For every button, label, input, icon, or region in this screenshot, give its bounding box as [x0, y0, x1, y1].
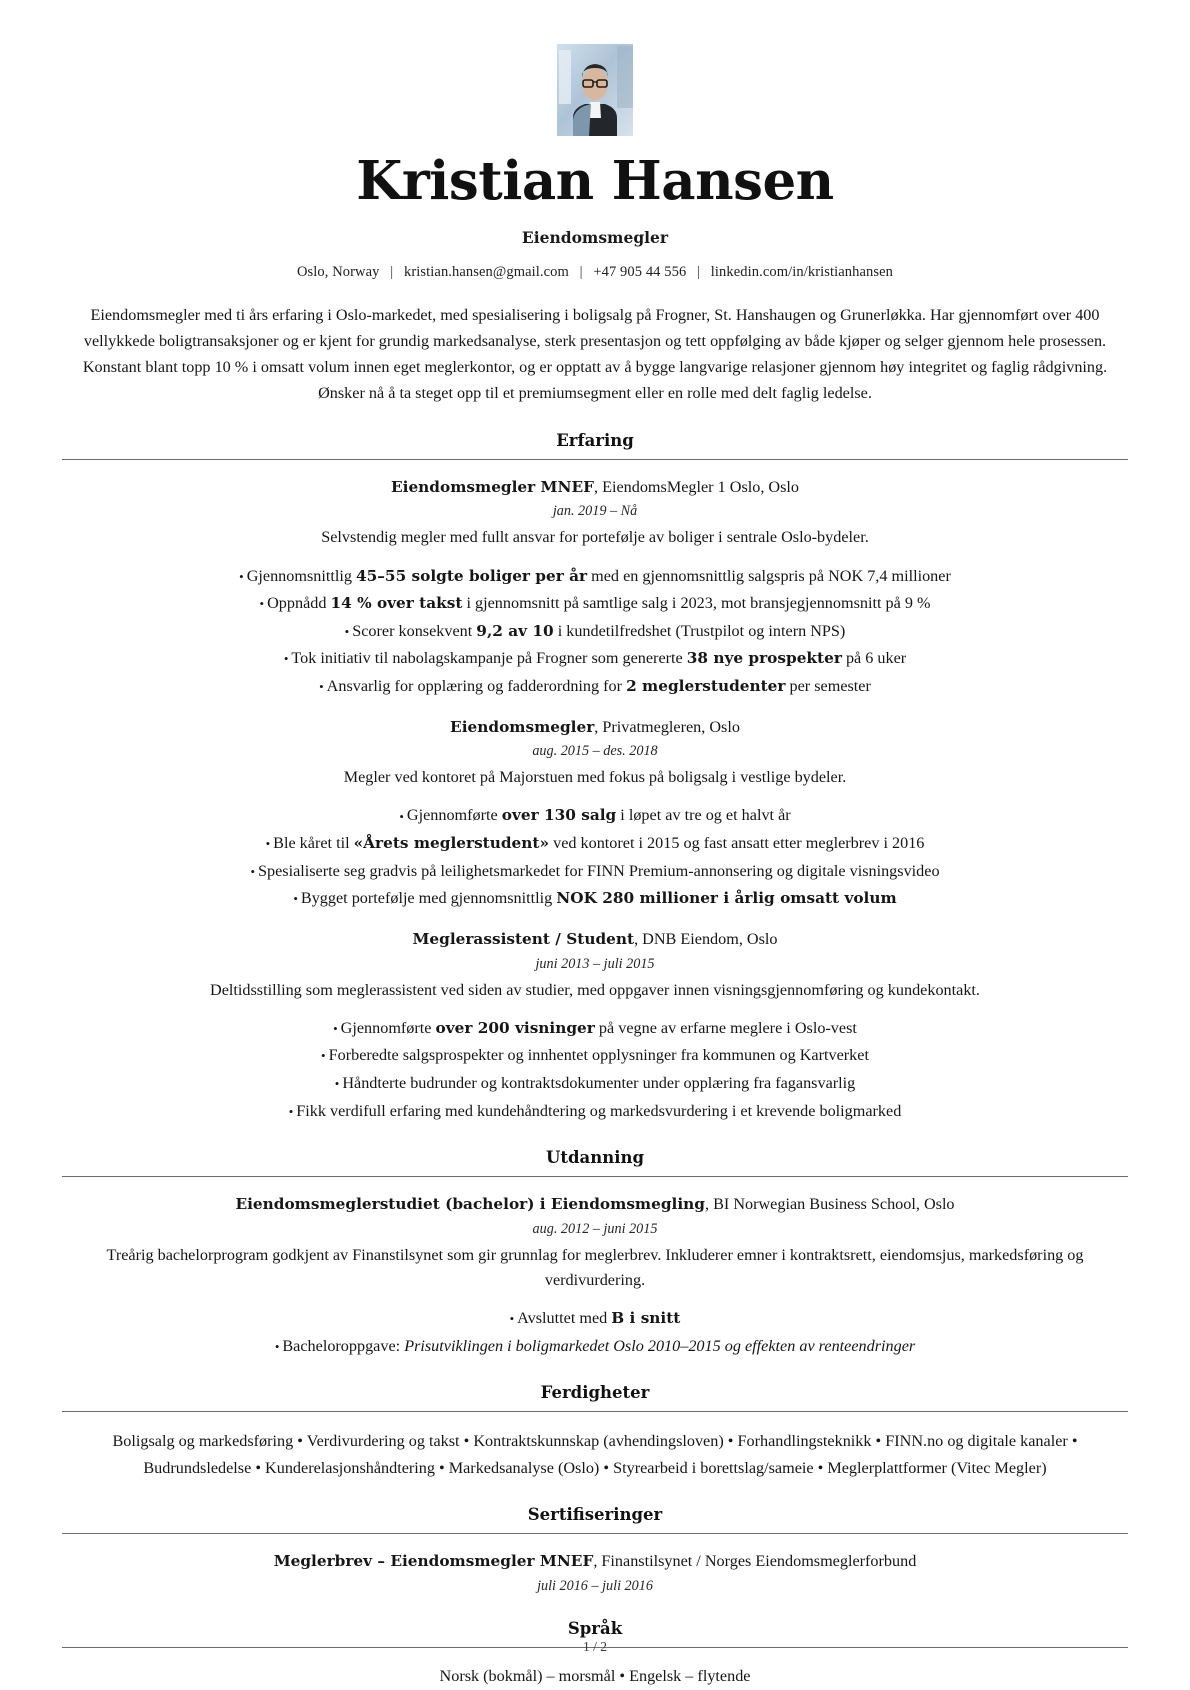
bullet-item: • Tok initiativ til nabolagskampanje på Frogner som genererte 38 nye prospekter på 6 uker	[283, 649, 907, 668]
skill-item: FINN.no og digitale kanaler	[885, 1432, 1068, 1451]
bullet-emphasis: 38 nye prospekter	[686, 649, 842, 668]
entry-heading	[62, 477, 1128, 499]
bullet-dot-icon: •	[274, 1338, 280, 1354]
entry-heading	[62, 1194, 1128, 1216]
entry-role: Meglerassistent / Student	[412, 929, 635, 948]
contact-location: Oslo, Norway	[296, 263, 380, 280]
entry-role: Meglerbrev – Eiendomsmegler MNEF	[273, 1551, 594, 1570]
skill-item: Forhandlingsteknikk	[737, 1432, 872, 1451]
entry-role: Eiendomsmegler	[450, 717, 595, 736]
bullet-dot-icon: •	[319, 678, 324, 694]
bullet-item: • Bacheloroppgave: Prisutviklingen i boligmarkedet Oslo 2010–2015 og effekten av renteendringer	[274, 1336, 916, 1355]
section-certifications	[62, 1505, 1128, 1595]
bullet-emphasis: «Årets meglerstudent»	[353, 834, 550, 853]
bullet-item: • Ansvarlig for opplæring og fadderordning for 2 meglerstudenter per semester	[319, 676, 871, 695]
skill-item: Kunderelasjonshåndtering	[265, 1458, 435, 1477]
bullet-emphasis: B i snitt	[611, 1309, 681, 1328]
entry-heading	[62, 929, 1128, 951]
entry	[62, 717, 1128, 912]
list-separator: •	[813, 1458, 828, 1477]
contact-linkedin[interactable]: linkedin.com/in/kristianhansen	[710, 263, 894, 280]
contact-separator: |	[697, 263, 701, 280]
experience-entry-list	[62, 477, 1128, 1125]
entry-organization: , EiendomsMegler 1 Oslo, Oslo	[593, 477, 800, 496]
entry-heading	[62, 1551, 1128, 1573]
section-title-education: Utdanning	[545, 1148, 645, 1168]
bullet-item: • Gjennomførte over 200 visninger på vegne av erfarne meglere i Oslo-vest	[333, 1018, 857, 1037]
contact-line	[62, 264, 1128, 281]
entry-description: Selvstendig megler med fullt ansvar for portefølje av boliger i sentrale Oslo-bydeler.	[321, 528, 869, 547]
section-experience	[62, 431, 1128, 1125]
contact-email[interactable]: kristian.hansen@gmail.com	[404, 263, 569, 280]
entry-description: Megler ved kontoret på Majorstuen med fokus på boligsalg i vestlige bydeler.	[343, 768, 847, 787]
photo-container	[62, 44, 1128, 136]
entry	[62, 1194, 1128, 1359]
section-divider	[62, 459, 1128, 460]
entry-description: Deltidsstilling som meglerassistent ved siden av studier, med oppgaver innen visningsgjennomføring og kundekontakt.	[210, 980, 980, 999]
entry-bullet-list	[62, 1016, 1128, 1124]
entry	[62, 1551, 1128, 1595]
skill-item: Markedsanalyse (Oslo)	[448, 1458, 600, 1477]
section-education	[62, 1148, 1128, 1359]
entry	[62, 929, 1128, 1124]
skill-item: Styrearbeid i borettslag/sameie	[613, 1458, 814, 1477]
bullet-dot-icon: •	[399, 808, 404, 824]
bullet-item: • Ble kåret til «Årets meglerstudent» ved kontoret i 2015 og fast ansatt etter meglerbrev i 2016	[265, 834, 925, 853]
entry-bullet-list	[62, 803, 1128, 911]
list-separator: •	[251, 1458, 266, 1477]
skill-item: Meglerplattformer (Vitec Megler)	[827, 1458, 1047, 1477]
bullet-dot-icon: •	[250, 863, 255, 879]
bullet-dot-icon: •	[239, 568, 244, 584]
entry-organization: , BI Norwegian Business School, Oslo	[704, 1195, 955, 1214]
bullet-dot-icon: •	[288, 1103, 294, 1119]
section-divider	[62, 1411, 1128, 1412]
entry-date: juni 2013 – juli 2015	[535, 955, 655, 972]
page-footer: 1 / 2	[582, 1639, 607, 1654]
skills-list	[62, 1428, 1128, 1480]
bullet-item: • Fikk verdifull erfaring med kundehåndtering og markedsvurdering i et krevende boligmarked	[288, 1101, 902, 1120]
bullet-item: • Bygget portefølje med gjennomsnittlig NOK 280 millioner i årlig omsatt volum	[293, 889, 897, 908]
bullet-dot-icon: •	[344, 623, 350, 639]
portrait-photo	[557, 44, 633, 136]
entry-date: juli 2016 – juli 2016	[537, 1577, 653, 1594]
section-divider	[62, 1533, 1128, 1534]
list-separator: •	[723, 1432, 738, 1451]
bullet-dot-icon: •	[333, 1020, 338, 1036]
section-title-experience: Erfaring	[556, 430, 634, 450]
entry-description: Treårig bachelorprogram godkjent av Finanstilsynet som gir grunnlag for meglerbrev. Inkluderer emner i kontraktsrett, eiendomsjus, markedsføring og verdivurdering.	[106, 1246, 1084, 1290]
list-separator: •	[293, 1432, 307, 1451]
entry	[62, 477, 1128, 700]
entry-date: aug. 2012 – juni 2015	[532, 1221, 658, 1238]
bullet-dot-icon: •	[259, 596, 265, 612]
job-headline: Eiendomsmegler	[521, 227, 669, 247]
entry-role: Eiendomsmegler MNEF	[390, 477, 594, 496]
bullet-dot-icon: •	[321, 1048, 326, 1064]
section-divider	[62, 1176, 1128, 1177]
bullet-item: • Spesialiserte seg gradvis på leilighetsmarkedet for FINN Premium-annonsering og digitale visningsvideo	[250, 861, 940, 880]
bullet-dot-icon: •	[293, 891, 298, 907]
bullet-emphasis: over 200 visninger	[435, 1018, 595, 1037]
list-separator: •	[459, 1432, 474, 1451]
entry-heading	[62, 717, 1128, 739]
language-item: Norsk (bokmål) – morsmål	[439, 1666, 616, 1685]
list-separator: •	[599, 1458, 614, 1477]
entry-date: jan. 2019 – Nå	[552, 503, 638, 520]
skill-item: Boligsalg og markedsføring	[112, 1432, 294, 1451]
list-separator: •	[871, 1432, 886, 1451]
bullet-emphasis: over 130 salg	[501, 806, 617, 825]
bullet-item: • Avsluttet med B i snitt	[509, 1309, 681, 1328]
bullet-emphasis: NOK 280 millioner i årlig omsatt volum	[556, 889, 897, 908]
entry-organization: , Privatmegleren, Oslo	[594, 717, 740, 736]
bullet-emphasis: 14 % over takst	[330, 594, 463, 613]
entry-organization: , Finanstilsynet / Norges Eiendomsmeglerforbund	[593, 1551, 917, 1570]
bullet-dot-icon: •	[509, 1311, 515, 1327]
bullet-emphasis: 2 meglerstudenter	[626, 676, 786, 695]
bullet-dot-icon: •	[265, 836, 271, 852]
section-title-languages: Språk	[567, 1618, 623, 1638]
skill-item: Kontraktskunnskap (avhendingsloven)	[473, 1432, 724, 1451]
entry-date: aug. 2015 – des. 2018	[532, 743, 658, 760]
skill-item: Budrundsledelse	[143, 1458, 252, 1477]
list-separator: •	[615, 1666, 630, 1685]
profile-summary: Eiendomsmegler med ti års erfaring i Oslo-markedet, med spesialisering i boligsalg på Frogner, St. Hanshaugen og Grunerløkka. Har gjennomført over 400 vellykkede boligtransaksjoner og er kjent for grundig markedsanalyse, sterk presentasjon og tett oppfølging av både kjøper og selger gjennom hele prosessen. Konstant blant topp 10 % i omsatt volum innen eget meglerkontor, og er opptatt av å bygge langvarige relasjoner gjennom høy integritet og faglig rådgivning. Ønsker nå å ta steget opp til et premiumsegment eller en rolle med delt faglig ledelse.	[82, 305, 1108, 403]
list-separator: •	[1067, 1432, 1078, 1451]
bullet-dot-icon: •	[334, 1076, 340, 1092]
entry-bullet-list	[62, 564, 1128, 700]
bullet-item: • Gjennomførte over 130 salg i løpet av tre og et halvt år	[399, 806, 791, 825]
skill-item: Verdivurdering og takst	[306, 1432, 460, 1451]
bullet-italic: Prisutviklingen i boligmarkedet Oslo 2010–2015 og effekten av renteendringer	[404, 1336, 916, 1355]
bullet-emphasis: 9,2 av 10	[476, 621, 554, 640]
contact-separator: |	[390, 263, 394, 280]
bullet-emphasis: 45–55 solgte boliger per år	[355, 566, 588, 585]
entry-role: Eiendomsmeglerstudiet (bachelor) i Eiendomsmegling	[235, 1195, 705, 1214]
language-item: Engelsk – flytende	[629, 1666, 751, 1685]
education-entry-list	[62, 1194, 1128, 1359]
bullet-item: • Gjennomsnittlig 45–55 solgte boliger per år med en gjennomsnittlig salgspris på NOK 7,4 millioner	[239, 566, 951, 585]
section-skills	[62, 1383, 1128, 1480]
bullet-dot-icon: •	[283, 651, 289, 667]
entry-organization: , DNB Eiendom, Oslo	[634, 929, 778, 948]
bullet-item: • Håndterte budrunder og kontraktsdokumenter under opplæring fra fagansvarlig	[334, 1074, 856, 1093]
page-title: Kristian Hansen	[356, 150, 834, 212]
list-separator: •	[434, 1458, 449, 1477]
bullet-item: • Forberedte salgsprospekter og innhentet opplysninger fra kommunen og Kartverket	[321, 1046, 869, 1065]
bullet-item: • Oppnådd 14 % over takst i gjennomsnitt på samtlige salg i 2023, mot bransjegjennomsnitt på 9 %	[259, 594, 931, 613]
section-title-skills: Ferdigheter	[540, 1383, 650, 1403]
contact-separator: |	[579, 263, 583, 280]
entry-bullet-list	[62, 1306, 1128, 1359]
bullet-item: • Scorer konsekvent 9,2 av 10 i kundetilfredshet (Trustpilot og intern NPS)	[344, 621, 846, 640]
section-title-certifications: Sertifiseringer	[527, 1504, 663, 1524]
contact-phone[interactable]: +47 905 44 556	[593, 263, 687, 280]
languages-list	[62, 1664, 1128, 1690]
certification-entry-list	[62, 1551, 1128, 1595]
